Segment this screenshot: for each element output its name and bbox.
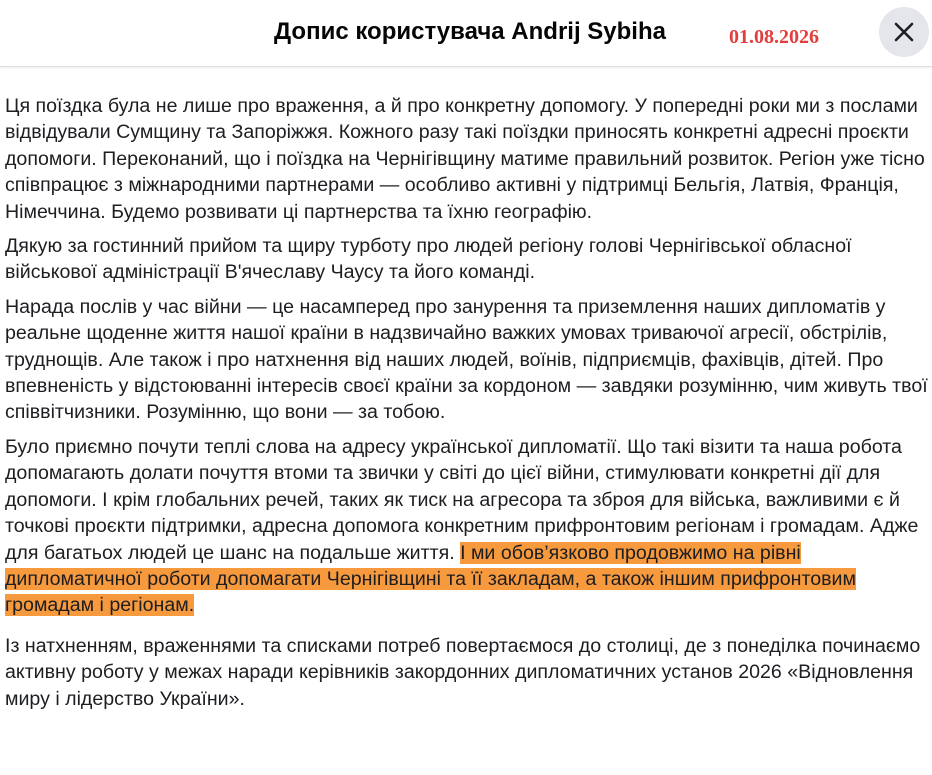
close-icon xyxy=(894,22,914,42)
paragraph-text: Було приємно почути теплі слова на адресу української дипломатії. Що такі візити та наша робота допомагають долати почуття втоми та звички у світі до цієї війни, стимулювати конкретні дії для допомоги. І крім глобальних речей, таких як тиск на агресора та зброя для війська, важливими є й точкові проєкти підтримки, адресна допомога конкретним прифронтовим регіонам і громадам. Адже для багатьох людей це шанс на подальше життя. xyxy=(5,435,919,564)
post-paragraph: Ця поїздка була не лише про враження, а й про конкретну допомогу. У попередні роки ми з послами відвідували Сумщину та Запоріжжя. Кожного разу такі поїздки приносять конкретні адресні проєкти допомоги. Переконаний, що і поїздка на Чернігівщину матиме правильний розвиток. Регіон уже тісно співпрацює з міжнародними партнерами — особливо активні у підтримці Бельгія, Латвія, Франція, Німеччина. Будемо розвивати ці партнерства та їхню географію. xyxy=(5,95,925,223)
post-paragraph: Нарада послів у час війни — це насамперед про занурення та приземлення наших дипломатів у реальне щоденне життя нашої країни в надзвичайно важких умовах триваючої агресії, обстрілів, труднощів. Але також і про натхнення від наших людей, воїнів, підприємців, фахівців, дітей. Про впевненість у відстоюванні інтересів своєї країни за кордоном — завдяки розумінню, чим живуть твої співвітчизники. Розумінню, що вони — за тобою. xyxy=(5,295,928,424)
post-paragraph xyxy=(5,434,931,619)
highlighted-text: І ми обов’язково продовжимо на рівні дипломатичної роботи допомагати Чернігівщині та її закладам, а також іншим прифронтовим громадам і регіонам. xyxy=(5,541,856,617)
close-button[interactable] xyxy=(879,7,929,57)
dialog-header xyxy=(0,0,932,67)
post-paragraph: Дякую за гостинний прийом та щиру турботу про людей регіону голові Чернігівської обласної військової адміністрації В'ячеславу Чаусу та його команді. xyxy=(5,235,852,284)
post-paragraph: Із натхненням, враженнями та списками потреб повертаємося до столиці, де з понеділка починаємо активну роботу у межах наради керівників закордонних дипломатичних установ 2026 «Відновлення миру і лідерство України». xyxy=(5,634,921,710)
post-body xyxy=(5,54,931,720)
date-stamp: 01.08.2026 xyxy=(729,26,819,48)
dialog-title: Допис користувача Andrij Sybiha xyxy=(274,18,666,45)
